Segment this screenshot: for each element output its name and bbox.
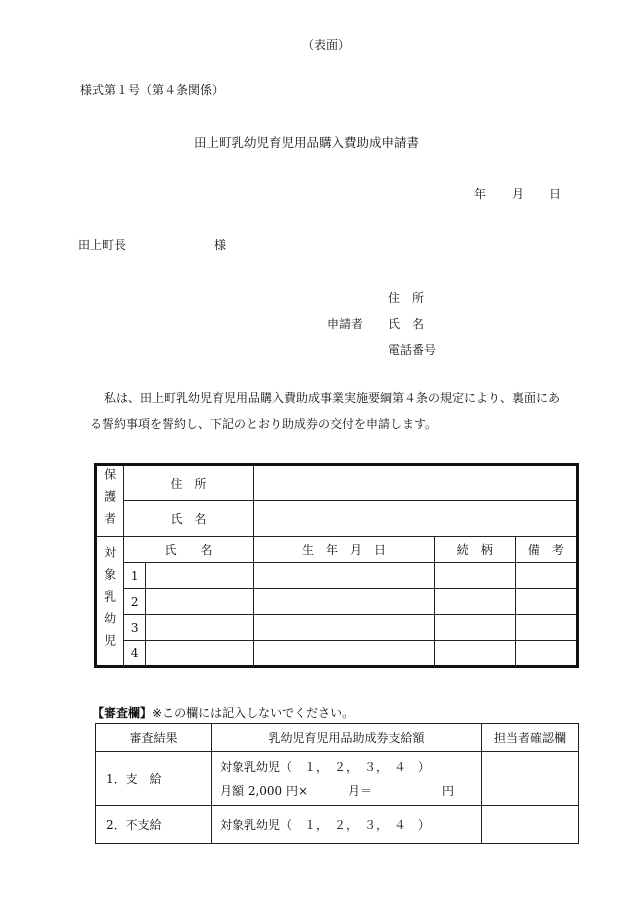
addressee: 田上町長 — [78, 238, 127, 252]
child-remarks-field[interactable] — [515, 563, 577, 589]
child-remarks-field[interactable] — [515, 589, 577, 615]
review-result-rejected: 2．不支給 — [96, 806, 212, 844]
child-birthdate-field[interactable] — [253, 563, 434, 589]
col-header-birthdate: 生 年 月 日 — [253, 537, 434, 563]
guardian-name-field[interactable] — [253, 501, 577, 537]
review-target-children: 対象乳幼児（ １， ２， ３， ４ ） — [220, 759, 431, 774]
review-amount-approved — [212, 752, 482, 806]
row-number: 1 — [124, 563, 146, 589]
review-staff-field[interactable] — [482, 806, 579, 844]
child-birthdate-field[interactable] — [253, 615, 434, 641]
page-title: 田上町乳幼児育児用品購入費助成申請書 — [194, 135, 420, 150]
child-name-field[interactable] — [146, 641, 254, 667]
review-result-approved: 1．支 給 — [96, 752, 212, 806]
date-month: 月 — [512, 187, 525, 201]
form-number: 様式第１号（第４条関係） — [80, 83, 225, 97]
applicant-role-label: 申請者 — [327, 317, 364, 331]
child-relationship-field[interactable] — [435, 589, 515, 615]
body-text-line-1: 私は、田上町乳幼児育児用品購入費助成事業実施要綱第４条の規定により、裏面にあ — [104, 391, 561, 405]
child-label: 対象乳幼児 — [96, 537, 124, 667]
date-day: 日 — [549, 187, 562, 201]
review-header-staff: 担当者確認欄 — [482, 724, 579, 752]
child-name-field[interactable] — [146, 589, 254, 615]
review-month-label: 月＝ — [348, 783, 373, 798]
applicant-name-label: 氏 名 — [388, 317, 425, 331]
review-header-amount: 乳幼児育児用品助成券支給額 — [212, 724, 482, 752]
review-yen-label: 円 — [442, 783, 455, 798]
guardian-name-label: 氏 名 — [124, 501, 254, 537]
guardian-label: 保護者 — [96, 465, 124, 537]
review-monthly-amount — [220, 779, 481, 803]
guardian-address-label: 住 所 — [124, 465, 254, 501]
row-number: 2 — [124, 589, 146, 615]
page-side-label: （表面） — [302, 38, 351, 52]
body-text-line-2: る誓約事項を誓約し、下記のとおり助成券の交付を申請します。 — [90, 417, 438, 431]
child-remarks-field[interactable] — [515, 615, 577, 641]
review-target-children-rejected: 対象乳幼児（ １， ２， ３， ４ ） — [212, 806, 482, 844]
child-relationship-field[interactable] — [435, 615, 515, 641]
review-staff-field[interactable] — [482, 752, 579, 806]
col-header-relationship: 続 柄 — [435, 537, 515, 563]
review-heading-label: 【審査欄】 — [92, 706, 153, 720]
guardian-address-field[interactable] — [253, 465, 577, 501]
review-heading — [92, 704, 354, 721]
child-relationship-field[interactable] — [435, 641, 515, 667]
review-header-result: 審査結果 — [96, 724, 212, 752]
child-name-field[interactable] — [146, 615, 254, 641]
review-note: ※この欄には記入しないでください。 — [152, 706, 355, 720]
child-relationship-field[interactable] — [435, 563, 515, 589]
child-name-field[interactable] — [146, 563, 254, 589]
addressee-honorific: 様 — [214, 238, 227, 252]
row-number: 3 — [124, 615, 146, 641]
date-year: 年 — [474, 187, 487, 201]
child-remarks-field[interactable] — [515, 641, 577, 667]
applicant-address-label: 住 所 — [388, 291, 425, 305]
review-table — [95, 723, 579, 844]
child-birthdate-field[interactable] — [253, 589, 434, 615]
applicant-phone-label: 電話番号 — [388, 343, 437, 357]
col-header-name: 氏 名 — [124, 537, 254, 563]
review-monthly-rate: 月額 2,000 円× — [220, 783, 309, 798]
child-birthdate-field[interactable] — [253, 641, 434, 667]
row-number: 4 — [124, 641, 146, 667]
col-header-remarks: 備 考 — [515, 537, 577, 563]
applicant-table — [94, 463, 579, 668]
